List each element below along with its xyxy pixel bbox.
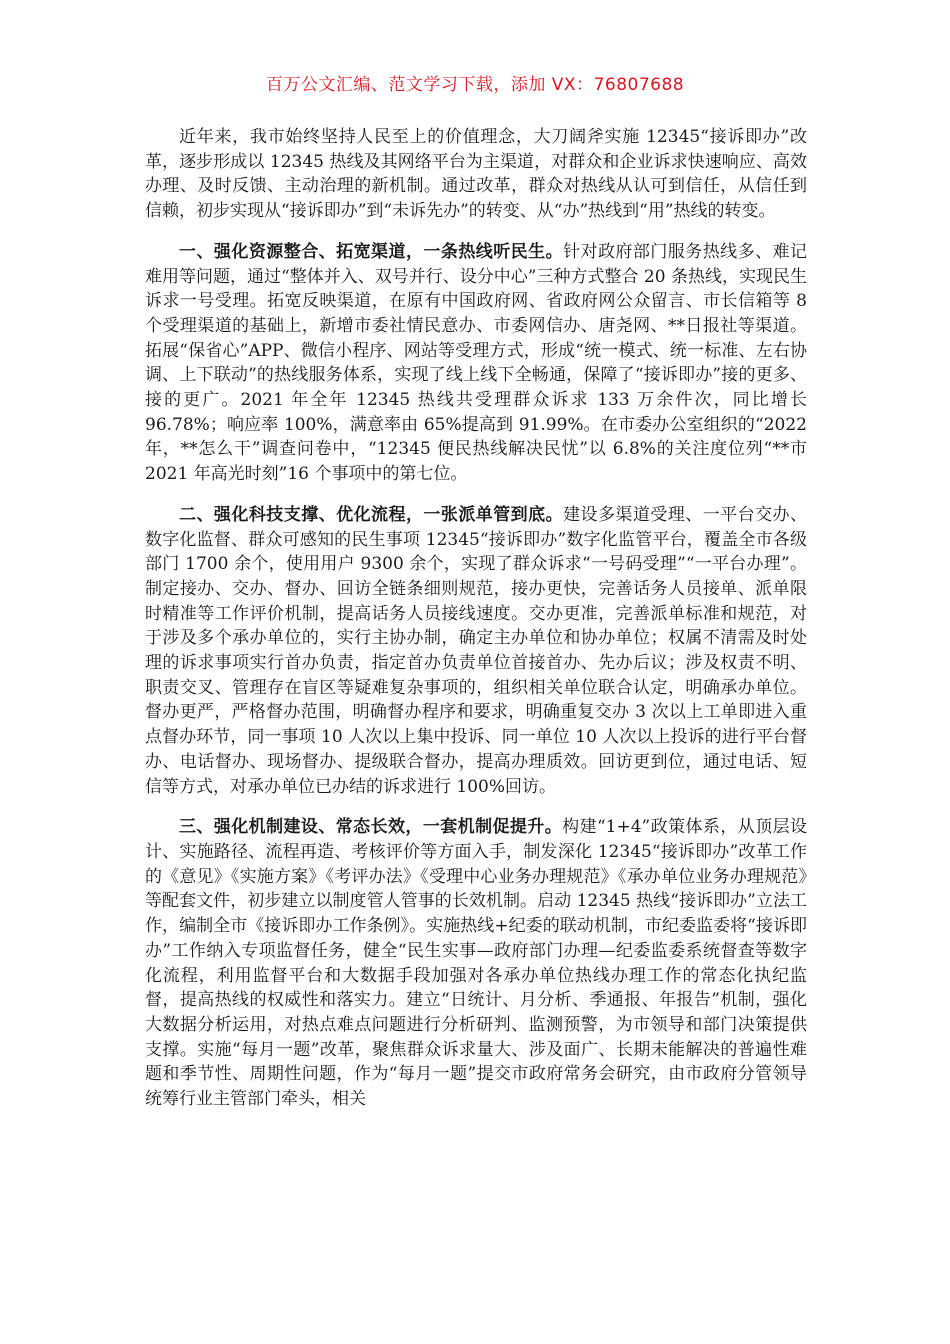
section-1-heading: 一、强化资源整合、拓宽渠道，一条热线听民生。 [179, 241, 564, 262]
section-1-paragraph [145, 240, 807, 487]
article-body [145, 125, 807, 1128]
section-3-body: 构建“1+4”政策体系，从顶层设计、实施路径、流程再造、考核评价等方面入手，制发深化 12345“接诉即办”改革工作的《意见》《实施方案》《考评办法》《受理中心业务办理规范》《承办单位业务办理规范》等配套文件，初步建立以制度管人管事的长效机制。启动 12345 热线“接诉即办”立法工作，编制全市《接诉即办工作条例》。实施热线+纪委的联动机制，市纪委监委将“接诉即办”工作纳入专项监督任务，健全“民生实事—政府部门办理—纪委监委系统督查等数字化流程，利用监督平台和大数据手段加强对各承办单位热线办理工作的常态化执纪监督，提高热线的权威性和落实力。建立“日统计、月分析、季通报、年报告”机制，强化大数据分析运用，对热点难点问题进行分析研判、监测预警，为市领导和部门决策提供支撑。实施“每月一题”改革，聚焦群众诉求量大、涉及面广、长期未能解决的普遍性难题和季节性、周期性问题，作为“每月一题”提交市政府常务会研究，由市政府分管领导统筹行业主管部门牵头，相关 [145, 817, 807, 1110]
section-1-body: 针对政府部门服务热线多、难记难用等问题，通过“整体并入、双号并行、设分中心”三种方式整合 20 条热线，实现民生诉求一号受理。拓宽反映渠道，在原有中国政府网、省政府网公众留言、市长信箱等 8 个受理渠道的基础上，新增市委社情民意办、市委网信办、唐尧网、**日报社等渠道。拓展“保省心”APP、微信小程序、网站等受理方式，形成“统一模式、统一标准、左右协调、上下联动”的热线服务体系，实现了线上线下全畅通，保障了“接诉即办”接的更多、接的更广。2021 年全年 12345 热线共受理群众诉求 133 万余件次，同比增长 96.78%；响应率 100%，满意率由 65%提高到 91.99%。在市委办公室组织的“2022 年，**怎么干”调查问卷中，“12345 便民热线解决民忧”以 6.8%的关注度位列“**市 2021 年高光时刻”16 个事项中的第七位。 [145, 241, 808, 485]
watermark-banner: 百万公文汇编、范文学习下载，添加 VX：76807688 [265, 75, 685, 95]
section-2-body: 建设多渠道受理、一平台交办、数字化监督、群众可感知的民生事项 12345“接诉即办”数字化监管平台，覆盖全市各级部门 1700 余个，使用用户 9300 余个，实现了群众诉求“一号码受理”“一平台办理”。制定接办、交办、督办、回访全链条细则规范，接办更快，完善话务人员接单、派单限时精准等工作评价机制，提高话务人员接线速度。交办更准，完善派单标准和规范，对于涉及多个承办单位的，实行主协办制，确定主办单位和协办单位；权属不清需及时处理的诉求事项实行首办负责，指定首办负责单位首接首办、先办后议；涉及权责不明、职责交叉、管理存在盲区等疑难复杂事项的，组织相关单位联合认定，明确承办单位。督办更严，严格督办范围，明确督办程序和要求，明确重复交办 3 次以上工单即进入重点督办环节，同一事项 10 人次以上集中投诉、同一单位 10 人次以上投诉的进行平台督办、电话督办、现场督办、提级联合督办，提高办理质效。回访更到位，通过电话、短信等方式，对承办单位已办结的诉求进行 100%回访。 [145, 504, 808, 797]
section-3-heading: 三、强化机制建设、常态长效，一套机制促提升。 [179, 817, 563, 838]
section-2-heading: 二、强化科技支撑、优化流程，一张派单管到底。 [179, 504, 564, 525]
section-2-paragraph [145, 503, 807, 799]
intro-paragraph: 近年来，我市始终坚持人民至上的价值理念，大刀阔斧实施 12345“接诉即办”改革，逐步形成以 12345 热线及其网络平台为主渠道，对群众和企业诉求快速响应、高效办理、及时反馈、主动治理的新机制。通过改革，群众对热线从认可到信任，从信任到信赖，初步实现从“接诉即办”到“未诉先办”的转变、从“办”热线到“用”热线的转变。 [145, 127, 807, 222]
section-3-paragraph [145, 815, 807, 1111]
